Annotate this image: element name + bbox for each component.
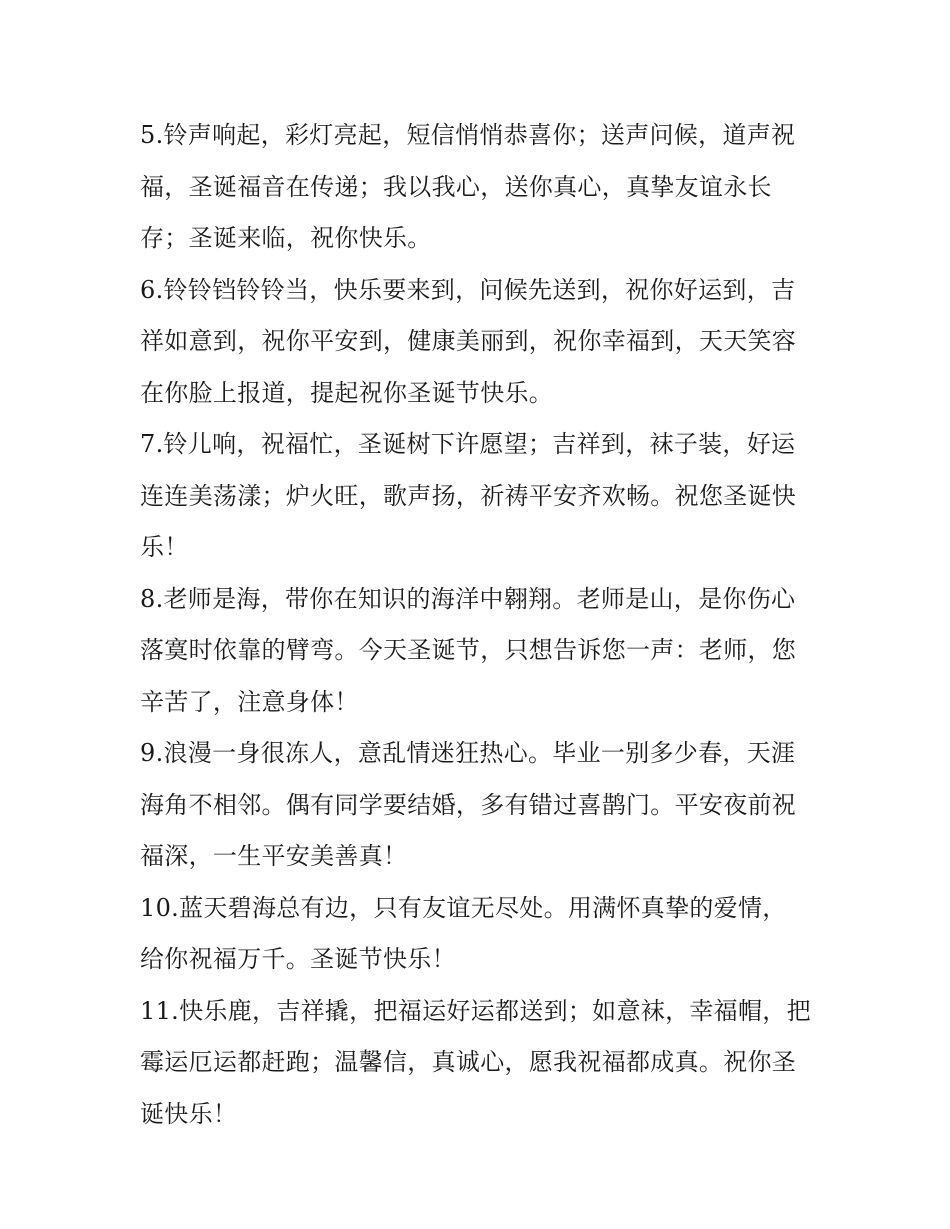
text-line: 在你脸上报道，提起祝你圣诞节快乐。 — [140, 378, 554, 407]
text-line: 辛苦了，注意身体！ — [140, 687, 359, 716]
text-line: 存；圣诞来临，祝你快乐。 — [140, 224, 432, 252]
text-line: 10.蓝天碧海总有边，只有友谊无尽处。用满怀真挚的爱情， — [140, 893, 787, 922]
paragraph-item-8 — [140, 574, 812, 729]
text-line: 乐！ — [140, 533, 189, 561]
paragraph-item-5 — [140, 110, 812, 265]
paragraph-item-11 — [140, 986, 812, 1141]
text-line: 祥如意到，祝你平安到，健康美丽到，祝你幸福到，天天笑容 — [140, 327, 797, 355]
text-line: 6.铃铃铛铃铃当，快乐要来到，问候先送到，祝你好运到，吉 — [140, 275, 796, 304]
text-line: 霉运厄运都赶跑；温馨信，真诚心，愿我祝福都成真。祝你圣 — [140, 1048, 797, 1076]
text-line: 海角不相邻。偶有同学要结婚，多有错过喜鹊门。平安夜前祝 — [140, 790, 797, 819]
text-line: 9.浪漫一身很冻人，意乱情迷狂热心。毕业一别多少春，天涯 — [140, 739, 796, 767]
paragraph-item-6 — [140, 265, 812, 420]
text-line: 7.铃儿响，祝福忙，圣诞树下许愿望；吉祥到，袜子装，好运 — [140, 430, 796, 458]
text-line: 5.铃声响起，彩灯亮起，短信悄悄恭喜你；送声问候，道声祝 — [140, 121, 796, 149]
text-line: 给你祝福万千。圣诞节快乐！ — [140, 945, 456, 973]
text-line: 诞快乐！ — [140, 1099, 238, 1128]
text-line: 福，圣诞福音在传递；我以我心，送你真心，真挚友谊永长 — [140, 172, 772, 201]
paragraph-item-7 — [140, 419, 812, 574]
paragraph-item-10 — [140, 883, 812, 986]
text-line: 11.快乐鹿，吉祥撬，把福运好运都送到；如意袜，幸福帽，把 — [140, 996, 811, 1025]
document-body — [140, 110, 812, 1140]
text-line: 落寞时依靠的臂弯。今天圣诞节，只想告诉您一声：老师，您 — [140, 636, 797, 664]
text-line: 8.老师是海，带你在知识的海洋中翱翔。老师是山，是你伤心 — [140, 584, 796, 613]
paragraph-item-9 — [140, 728, 812, 883]
text-line: 福深，一生平安美善真！ — [140, 842, 408, 870]
text-line: 连连美荡漾；炉火旺，歌声扬，祈祷平安齐欢畅。祝您圣诞快 — [140, 481, 797, 510]
